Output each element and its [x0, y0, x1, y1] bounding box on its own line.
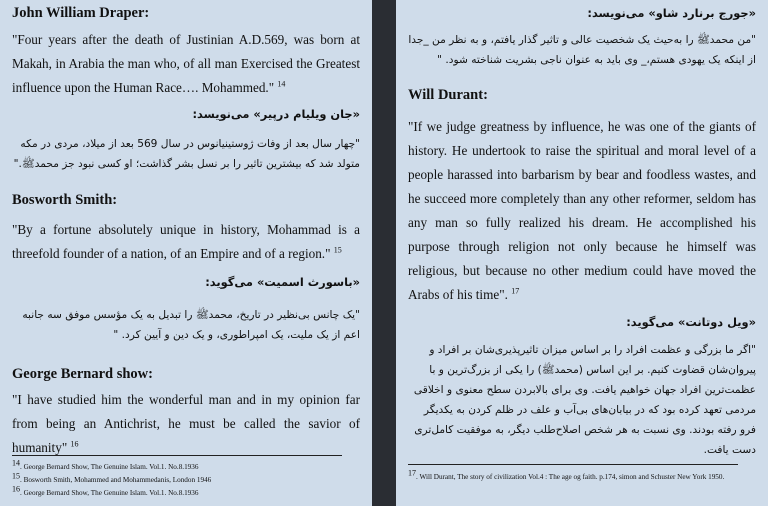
- shaw-heading: George Bernard show:: [12, 366, 153, 382]
- shaw-quote: [12, 388, 360, 460]
- footnote-16: $^{16}$. George Bernard Show, The Genuine Islam. Vol.1. No.8.1936: [12, 484, 199, 497]
- durant-fa-quote: "اگر ما بزرگی و عظمت افراد را بر اساس میزان تاثیرپذیری‌شان بر افراد و پیروان‌شان قضاوت کنیم. بر این اساس (محمدﷺ) را یکی از بزرگ‌ترین و با عظمت‌ترین افراد جهان خواهیم یافت. وی برای بالابردن سطح معنوی و اخلاقی مردمی تعهد کرده بود که در بیابان‌های بی‌آب و علف در ظلم کردن به یکدیگر فرو رفته بودند. وی نسبت به هر شخص اصلاح‌طلب دیگر، به موفقیت کامل‌تری دست یافت.: [413, 344, 756, 456]
- durant-fa-heading: «ویل دوتانت» می‌گوید:: [626, 315, 756, 329]
- shaw-quote-text: "I have studied him the wonderful man and in my opinion far from being an Antichrist, he must be called the savior of humanity": [12, 392, 360, 455]
- smith-quote-text: "By a fortune absolutely unique in history, Mohammad is a threefold founder of a nation, of an Empire and of a region.": [12, 222, 360, 261]
- right-page: [396, 0, 768, 506]
- durant-heading: Will Durant:: [408, 87, 488, 103]
- smith-quote: [12, 218, 360, 266]
- shaw-fa-heading: «جورج برنارد شاو» می‌نویسد:: [587, 6, 756, 20]
- footnote-separator-right: [408, 464, 738, 465]
- shaw-fa-quote: "من محمدﷺ را به‌حیث یک شخصیت عالی و تاثیر گذار یافتم، و به نظر من _جدا از اینکه یک یهودی هستم،_ وی باید به عنوان ناجی بشریت شناخته شود. ": [408, 34, 756, 66]
- draper-quote-text: "Four years after the death of Justinian A.D.569, was born at Makah, in Arabia the man who, of all man Exercised the Greatest influence upon the Human Race…. Mohammed.": [12, 32, 360, 95]
- smith-heading: Bosworth Smith:: [12, 192, 118, 208]
- footnote-separator: [12, 455, 342, 456]
- page-gutter: [372, 0, 396, 506]
- draper-heading: John William Draper:: [12, 5, 150, 21]
- footnote-ref-14: 14: [277, 79, 286, 89]
- draper-fa-quote: "چهار سال بعد از وفات ژوستینیانوس در سال 569 بعد از میلاد، مردی در مکه متولد شد که بیشترین تاثیر را بر نسل بشر گذاشت؛ او کسی نبود جز محمدﷺ.": [13, 138, 360, 170]
- durant-quote: [408, 115, 756, 307]
- footnote-15: $^{15}$. Bosworth Smith, Mohammed and Mohammedanis, London 1946: [12, 471, 212, 484]
- footnote-ref-15: 15: [333, 245, 342, 255]
- footnote-ref-17: 17: [511, 286, 520, 296]
- draper-fa-heading: «جان ویلیام درپیر» می‌نویسد:: [192, 107, 360, 121]
- footnote-14: $^{14}$. George Bernard Show, The Genuine Islam. Vol.1. No.8.1936: [12, 458, 199, 471]
- footnote-ref-16: 16: [70, 439, 79, 449]
- left-page: [0, 0, 372, 506]
- draper-quote: [12, 28, 360, 100]
- durant-quote-text: "If we judge greatness by influence, he was one of the giants of history. He undertook to raise the spiritual and moral level of a people harassed into barbarism by bear and foodless wastes, and he succeed more completely than any other reformer, seldom has any man so fully realized his dream. He accomplished his purpose through religion not only because he himself was religious, but because no other medium could have moved the Arabs of his time".: [408, 119, 756, 302]
- smith-fa-quote: "یک چانس بی‌نظیر در تاریخ، محمدﷺ را تبدیل به یک مؤسس موفق سه جانبه اعم از یک ملیت، یک امپراطوری، و یک دین و آیین کرد. ": [22, 309, 360, 341]
- footnote-17: $^{17}$. Will Durant, The story of civilization Vol.4 : The age og faith. p.174, simon and Schuster New York 1950.: [408, 468, 725, 481]
- smith-fa-heading: «باسورث اسمیت» می‌گوید:: [205, 275, 360, 289]
